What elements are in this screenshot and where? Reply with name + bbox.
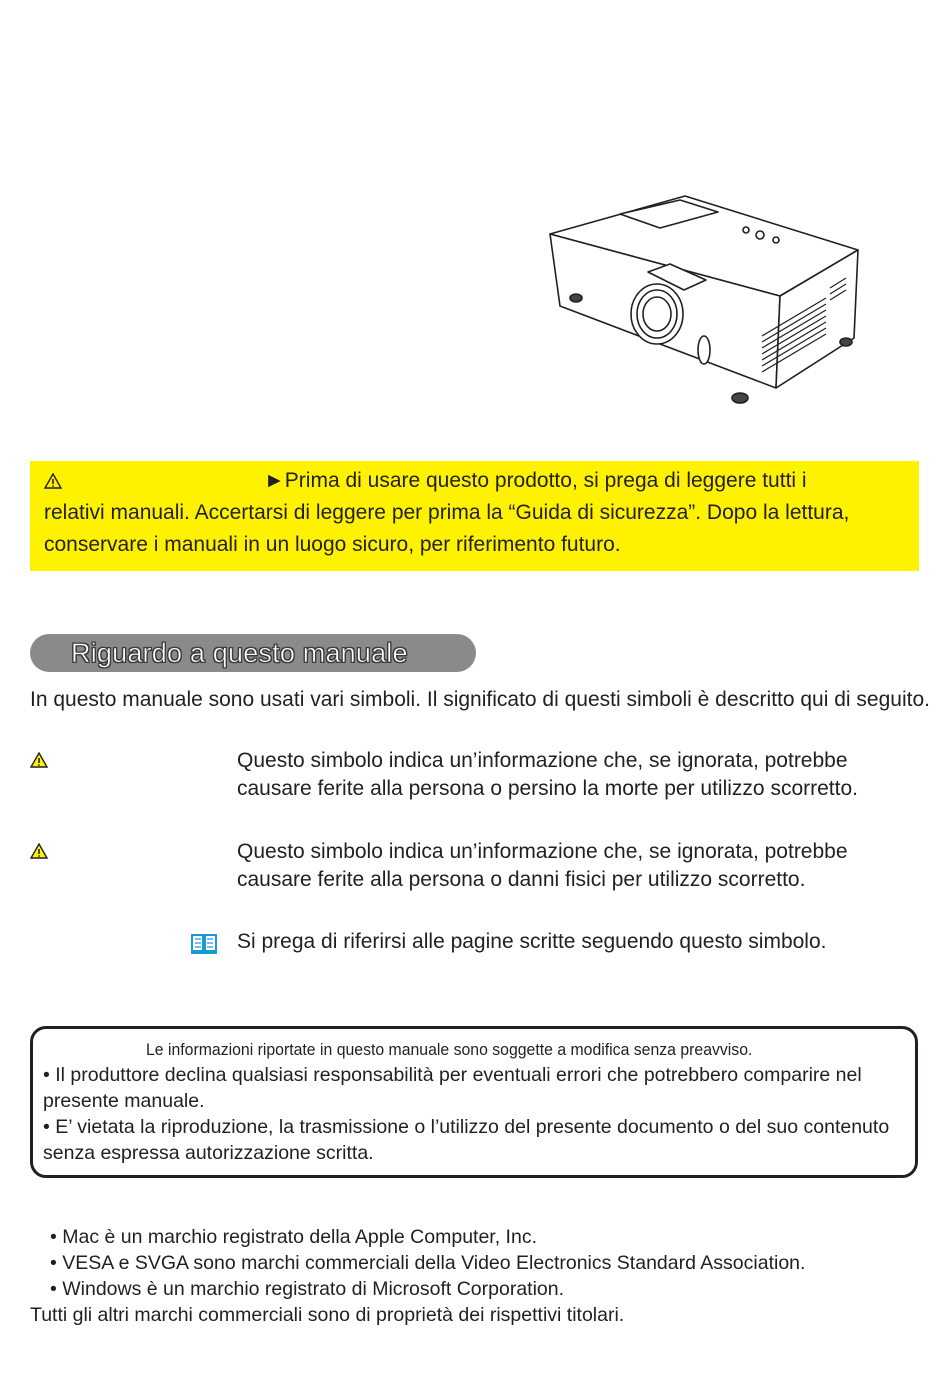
section-header bbox=[30, 634, 476, 672]
warning-triangle-icon bbox=[30, 752, 48, 773]
notice-box bbox=[30, 1026, 918, 1178]
symbol-description: Si prega di riferirsi alle pagine scritte seguendo questo simbolo. bbox=[237, 930, 827, 953]
section-title: Riguardo a questo manuale bbox=[71, 638, 408, 668]
notice-heading: Le informazioni riportate in questo manuale sono soggette a modifica senza preavviso. bbox=[146, 1040, 753, 1059]
trademark-item: • VESA e SVGA sono marchi commerciali della Video Electronics Standard Association. bbox=[50, 1252, 806, 1274]
section-intro: In questo manuale sono usati vari simboli. Il significato di questi simboli è descritto qui di seguito. bbox=[30, 688, 930, 711]
trademark-item: • Windows è un marchio registrato di Microsoft Corporation. bbox=[50, 1278, 565, 1300]
warning-triangle-icon bbox=[30, 843, 48, 864]
warning-banner bbox=[30, 461, 919, 571]
symbol-description: Questo simbolo indica un’informazione che, se ignorata, potrebbe causare ferite alla persona o persino la morte per utilizzo scorretto. bbox=[237, 749, 858, 800]
symbol-description: Questo simbolo indica un’informazione che, se ignorata, potrebbe causare ferite alla persona o danni fisici per utilizzo scorretto. bbox=[237, 840, 848, 891]
trademarks-footer: Tutti gli altri marchi commerciali sono di proprietà dei rispettivi titolari. bbox=[30, 1304, 625, 1326]
trademarks-list bbox=[50, 1224, 930, 1302]
warning-triangle-icon bbox=[44, 465, 264, 497]
warning-text-line1: ►Prima di usare questo prodotto, si prega di leggere tutti i bbox=[264, 469, 807, 492]
projector-illustration bbox=[540, 188, 870, 416]
notice-bullet: • E’ vietata la riproduzione, la trasmissione o l’utilizzo del presente documento o del suo contenuto senza espressa autorizzazione scritta. bbox=[43, 1116, 890, 1164]
trademark-item: • Mac è un marchio registrato della Apple Computer, Inc. bbox=[50, 1226, 537, 1248]
notice-bullet: • Il produttore declina qualsiasi responsabilità per eventuali errori che potrebbero comparire nel presente manuale. bbox=[43, 1064, 862, 1112]
notice-body bbox=[43, 1062, 905, 1166]
book-icon bbox=[190, 932, 218, 959]
warning-text: relativi manuali. Accertarsi di leggere per prima la “Guida di sicurezza”. Dopo la lettura, conservare i manuali in un luogo sicuro, per riferimento futuro. bbox=[44, 501, 850, 556]
